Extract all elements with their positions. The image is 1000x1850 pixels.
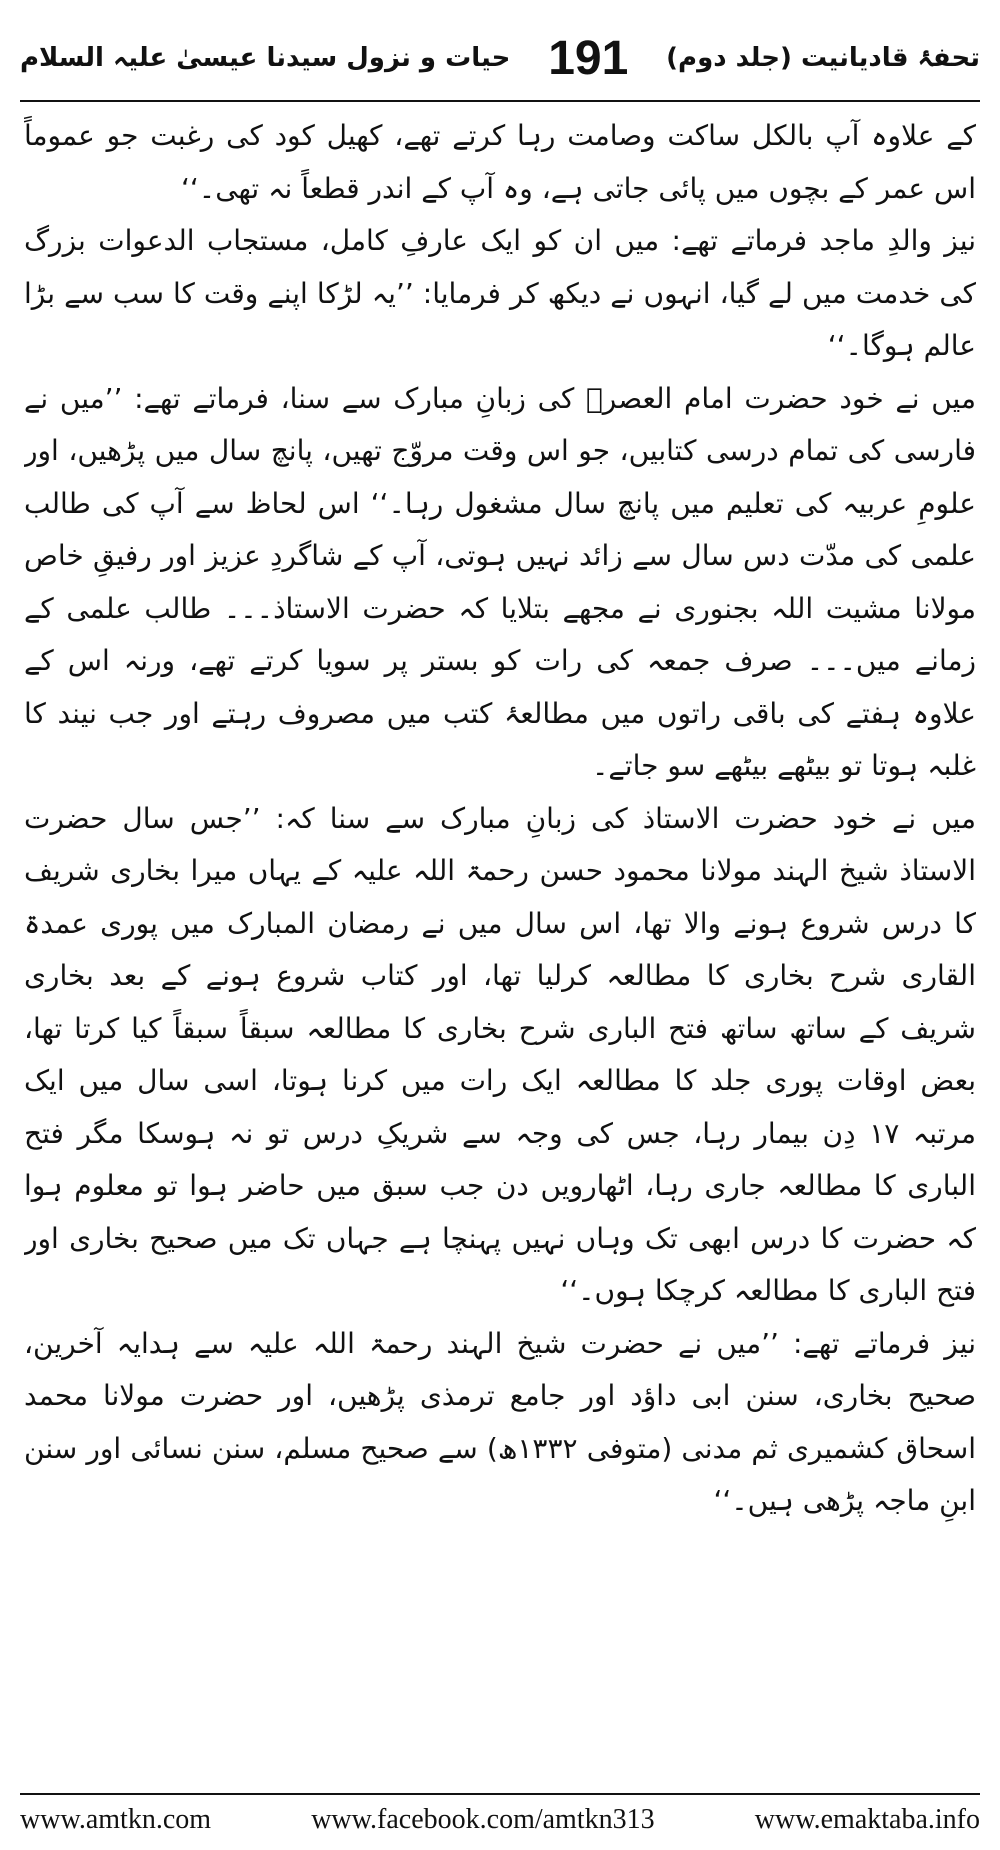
page-number: 191 <box>548 31 629 85</box>
footer-rule <box>20 1793 980 1795</box>
footer-link-emaktaba[interactable]: www.emaktaba.info <box>754 1804 980 1835</box>
footer-link-facebook[interactable]: www.facebook.com/amtkn313 <box>311 1804 655 1835</box>
paragraph: میں نے خود حضرت الاستاذ کی زبانِ مبارک سے سنا کہ: ’’جس سال حضرت الاستاذ شیخ الہند مولانا محمود حسن رحمۃ اللہ علیہ کے یہاں میرا بخاری شریف کا درس شروع ہونے والا تھا، اس سال میں نے رمضان المبارک میں پوری عمدۃ القاری شرح بخاری کا مطالعہ کرلیا تھا، اور کتاب شروع ہونے کے بعد بخاری شریف کے ساتھ ساتھ فتح الباری شرح بخاری کا مطالعہ سبقاً سبقاً کیا کرتا تھا، بعض اوقات پوری جلد کا مطالعہ ایک رات میں کرنا ہوتا، اسی سال میں ایک مرتبہ ۱۷ دِن بیمار رہا، جس کی وجہ سے شریکِ درس تو نہ ہوسکا مگر فتح الباری کا مطالعہ جاری رہا، اٹھارویں دن جب سبق میں حاضر ہوا تو معلوم ہوا کہ حضرت کا درس ابھی تک وہاں نہیں پہنچا ہے جہاں تک میں صحیح بخاری اور فتح الباری کا مطالعہ کرچکا ہوں۔‘‘ <box>24 801 976 1307</box>
page-footer <box>20 1800 980 1840</box>
paragraph: کے علاوہ آپ بالکل ساکت وصامت رہا کرتے تھے، کھیل کود کی رغبت جو عموماً اس عمر کے بچوں میں پائی جاتی ہے، وہ آپ کے اندر قطعاً نہ تھی۔‘‘ <box>24 119 976 205</box>
paragraph: میں نے خود حضرت امام العصرؒ کی زبانِ مبارک سے سنا، فرماتے تھے: ’’میں نے فارسی کی تمام درسی کتابیں، جو اس وقت مروّج تھیں، پانچ سال میں پڑھیں، اور علومِ عربیہ کی تعلیم میں پانچ سال مشغول رہا۔‘‘ اس لحاظ سے آپ کی طالب علمی کی مدّت دس سال سے زائد نہیں ہوتی، آپ کے شاگردِ عزیز اور رفیقِ خاص مولانا مشیت اللہ بجنوری نے مجھے بتلایا کہ حضرت الاستاذ۔۔۔ طالب علمی کے زمانے میں۔۔۔ صرف جمعہ کی رات کو بستر پر سویا کرتے تھے، ورنہ اس کے علاوہ ہفتے کی باقی راتوں میں مطالعۂ کتب میں مصروف رہتے اور جب نیند کا غلبہ ہوتا تو بیٹھے بیٹھے سو جاتے۔ <box>24 381 976 782</box>
chapter-title: حیات و نزول سیدنا عیسیٰ علیہ السلام <box>20 43 511 73</box>
paragraph: نیز فرماتے تھے: ’’میں نے حضرت شیخ الہند رحمۃ اللہ علیہ سے ہدایہ آخرین، صحیح بخاری، سنن ابی داؤد اور جامع ترمذی پڑھیں، اور حضرت مولانا محمد اسحاق کشمیری ثم مدنی (متوفی ۱۳۳۲ھ) سے صحیح مسلم، سنن نسائی اور سنن ابنِ ماجہ پڑھی ہیں۔‘‘ <box>24 1326 976 1517</box>
header-rule <box>20 100 980 102</box>
book-title: تحفۂ قادیانیت (جلد دوم) <box>666 43 980 73</box>
page-body <box>24 110 976 1775</box>
page-header <box>20 18 980 98</box>
footer-link-amtkn[interactable]: www.amtkn.com <box>20 1804 212 1835</box>
paragraph: نیز والدِ ماجد فرماتے تھے: میں ان کو ایک عارفِ کامل، مستجاب الدعوات بزرگ کی خدمت میں لے گیا، انہوں نے دیکھ کر فرمایا: ’’یہ لڑکا اپنے وقت کا سب سے بڑا عالم ہوگا۔‘‘ <box>24 224 976 362</box>
